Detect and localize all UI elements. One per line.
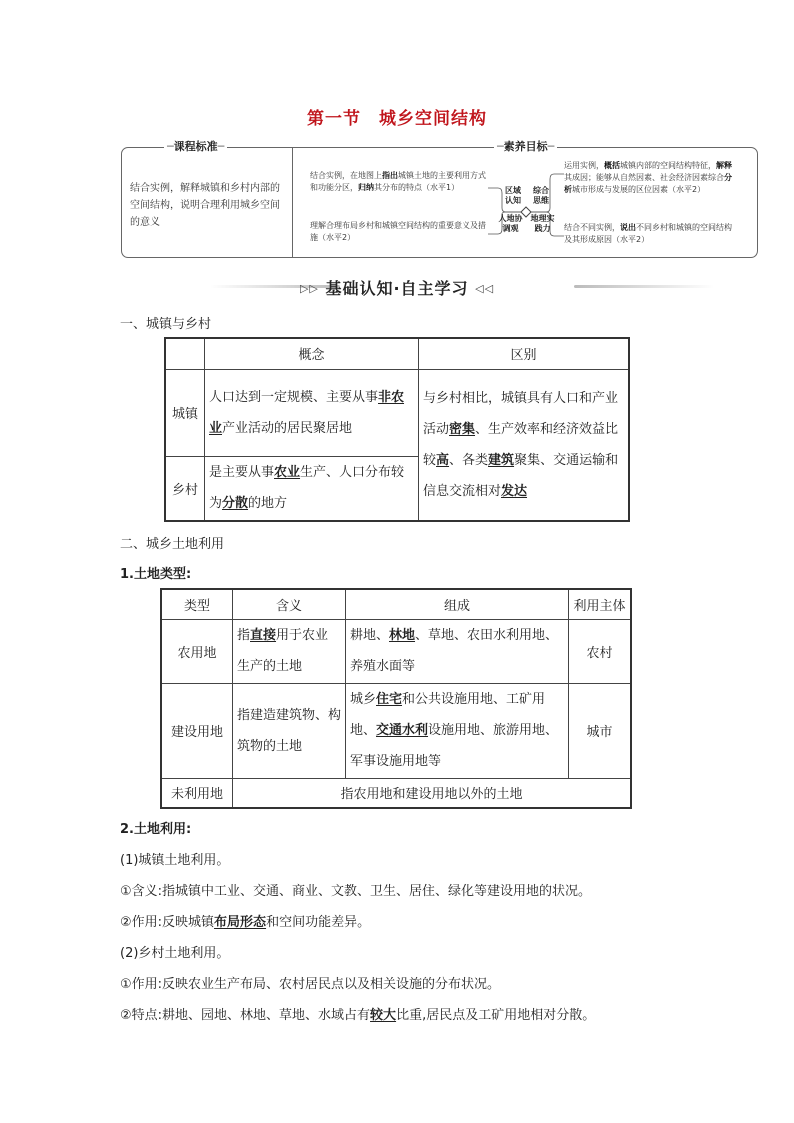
section1-heading: 一、城镇与乡村 (120, 317, 212, 332)
literacy-goal-tag: ─素养目标─ (494, 140, 557, 154)
rural-land-use-title: (2)乡村土地利用。 (120, 946, 230, 961)
goal-top-left: 结合实例，在地图上指出城镇土地的主要利用方式和功能分区，归纳其分布的特点（水平1） (310, 171, 486, 192)
header-difference: 区别 (419, 338, 630, 369)
town-village-table (164, 337, 630, 522)
type-farmland: 农用地 (161, 619, 233, 683)
hub-geographic-practice: 地理实践力 (530, 214, 555, 233)
table-row-farmland (161, 619, 631, 683)
header-concept: 概念 (205, 338, 419, 369)
rural-role: ①作用:反映农业生产布局、农村居民点以及相关设施的分布状况。 (120, 977, 501, 992)
table-row-unused (161, 778, 631, 808)
banner-left-arrow-icon: ▷▷ (299, 282, 319, 295)
land-type-table (160, 588, 632, 809)
table-row-town (165, 369, 629, 456)
table-header-row (165, 338, 629, 369)
title-section: 第一节 (307, 109, 361, 129)
construction-composition: 城乡住宅和公共设施用地、工矿用地、交通水利设施用地、旅游用地、军事设施用地等 (346, 683, 569, 778)
section2-heading: 二、城乡土地利用 (120, 537, 225, 552)
land-use-subheading: 2.土地利用: (120, 822, 192, 837)
section-banner (0, 276, 794, 296)
construction-meaning: 指建造建筑物、构筑物的土地 (233, 683, 346, 778)
goal-top-right: 运用实例，概括城镇内部的空间结构特征，解释其成因；能够从自然因素、社会经济因素综合分析城市形成与发展的区位因素（水平2） (564, 161, 732, 194)
rural-feature: ②特点:耕地、园地、林地、草地、水域占有较大比重,居民点及工矿用地相对分散。 (120, 1008, 596, 1023)
course-standard-text: 结合实例，解释城镇和乡村内部的空间结构，说明合理利用城乡空间的意义 (130, 183, 280, 228)
header-type: 类型 (161, 589, 233, 619)
header-subject: 利用主体 (569, 589, 632, 619)
standards-box (121, 140, 758, 258)
title-topic: 城乡空间结构 (379, 109, 487, 129)
table-row-construction (161, 683, 631, 778)
difference-cell: 与乡村相比，城镇具有人口和产业活动密集、生产效率和经济效益比较高、各类建筑聚集、交通运输和信息交流相对发达 (419, 369, 630, 521)
hub-regional-cognition: 区域认知 (505, 186, 521, 205)
urban-land-use-title: (1)城镇土地利用。 (120, 853, 230, 868)
village-concept: 是主要从事农业生产、人口分布较为分散的地方 (205, 456, 419, 521)
row-label-village: 乡村 (165, 456, 205, 521)
hub-comprehensive-thinking: 综合思维 (533, 186, 549, 205)
farmland-meaning: 指直接用于农业生产的土地 (233, 619, 346, 683)
hub-human-land-coordination: 人地协调观 (498, 214, 523, 233)
construction-subject: 城市 (569, 683, 632, 778)
header-meaning: 含义 (233, 589, 346, 619)
row-label-town: 城镇 (165, 369, 205, 456)
banner-right-arrow-icon: ◁◁ (475, 282, 495, 295)
goal-bottom-right: 结合不同实例，说出不同乡村和城镇的空间结构及其形成原因（水平2） (564, 223, 732, 244)
header-composition: 组成 (346, 589, 569, 619)
farmland-subject: 农村 (569, 619, 632, 683)
type-construction: 建设用地 (161, 683, 233, 778)
table-header-row (161, 589, 631, 619)
banner-title: ▷▷ 基础认知·自主学习 ◁◁ (299, 279, 495, 298)
goal-bottom-left: 理解合理布局乡村和城镇空间结构的重要意义及措施（水平2） (310, 221, 486, 242)
unused-meaning: 指农用地和建设用地以外的土地 (233, 778, 632, 808)
page-title (0, 104, 794, 129)
course-standard-tag: ─课程标准─ (164, 140, 227, 154)
farmland-composition: 耕地、林地、草地、农田水利用地、养殖水面等 (346, 619, 569, 683)
table-corner-cell (165, 338, 205, 369)
urban-meaning: ①含义:指城镇中工业、交通、商业、文教、卫生、居住、绿化等建设用地的状况。 (120, 884, 592, 899)
literacy-hub-diagram (122, 148, 759, 259)
town-concept: 人口达到一定规模、主要从事非农业产业活动的居民聚居地 (205, 369, 419, 456)
urban-role: ②作用:反映城镇布局形态和空间功能差异。 (120, 915, 371, 930)
type-unused: 未利用地 (161, 778, 233, 808)
land-type-subheading: 1.土地类型: (120, 567, 192, 582)
